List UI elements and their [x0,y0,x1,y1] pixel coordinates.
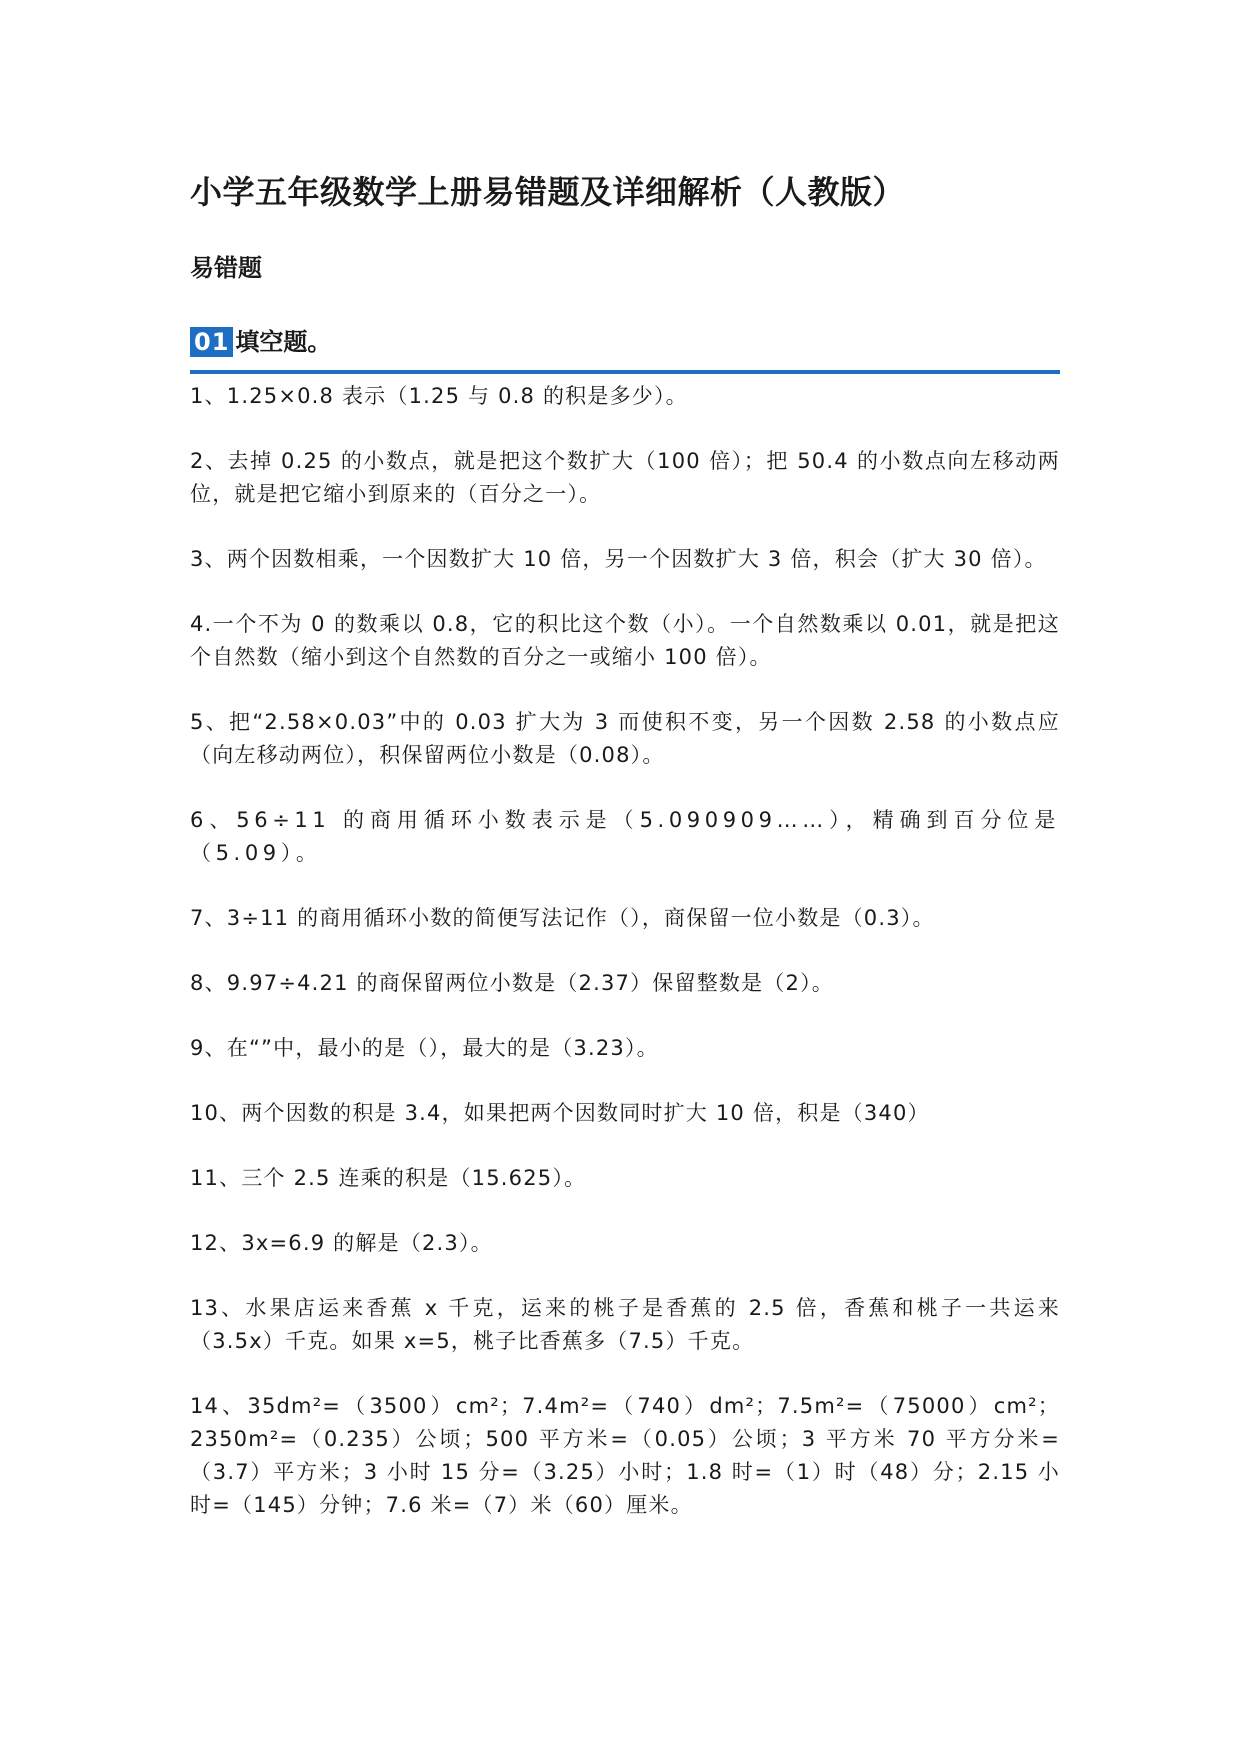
subheading: 易错题 [190,254,262,282]
question-item-9: 9、在“”中，最小的是（），最大的是（3.23）。 [190,1036,659,1060]
question-item-12: 12、3x=6.9 的解是（2.3）。 [190,1231,493,1255]
section-heading [190,326,1060,358]
section-number-badge: 01 [190,327,233,357]
question-item-5: 5、把“2.58×0.03”中的 0.03 扩大为 3 而使积不变，另一个因数 2.58 的小数点应（向左移动两位），积保留两位小数是（0.08）。 [190,710,1060,767]
question-item-13: 13、水果店运来香蕉 x 千克，运来的桃子是香蕉的 2.5 倍，香蕉和桃子一共运来（3.5x）千克。如果 x=5，桃子比香蕉多（7.5）千克。 [190,1296,1060,1353]
question-item-8: 8、9.97÷4.21 的商保留两位小数是（2.37）保留整数是（2）。 [190,971,834,995]
question-item-4: 4.一个不为 0 的数乘以 0.8，它的积比这个数（小）。一个自然数乘以 0.01，就是把这个自然数（缩小到这个自然数的百分之一或缩小 100 倍）。 [190,612,1060,669]
document-page [190,170,1060,1554]
question-list [190,380,1060,1522]
question-item-10: 10、两个因数的积是 3.4，如果把两个因数同时扩大 10 倍，积是（340） [190,1101,930,1125]
question-item-6: 6、56÷11 的商用循环小数表示是（5.090909……），精确到百分位是（5.09）。 [190,808,1060,865]
question-item-14: 14、35dm²=（3500）cm²；7.4m²=（740）dm²；7.5m²=（75000）cm²；2350m²=（0.235）公顷；500 平方米=（0.05）公顷；3 平方米 70 平方分米=（3.7）平方米；3 小时 15 分=（3.25）小时；1.8 时=（1）时（48）分；2.15 小时=（145）分钟；7.6 米=（7）米（60）厘米。 [190,1394,1060,1517]
question-item-7: 7、3÷11 的商用循环小数的简便写法记作（），商保留一位小数是（0.3）。 [190,906,935,930]
question-item-2: 2、去掉 0.25 的小数点，就是把这个数扩大（100 倍）；把 50.4 的小数点向左移动两位，就是把它缩小到原来的（百分之一）。 [190,449,1060,506]
question-item-1: 1、1.25×0.8 表示（1.25 与 0.8 的积是多少）。 [190,384,688,408]
section-divider [190,370,1060,374]
question-item-3: 3、两个因数相乘，一个因数扩大 10 倍，另一个因数扩大 3 倍，积会（扩大 30 倍）。 [190,547,1047,571]
document-title: 小学五年级数学上册易错题及详细解析（人教版） [190,173,906,211]
question-item-11: 11、三个 2.5 连乘的积是（15.625）。 [190,1166,587,1190]
section-title: 填空题。 [235,328,332,356]
